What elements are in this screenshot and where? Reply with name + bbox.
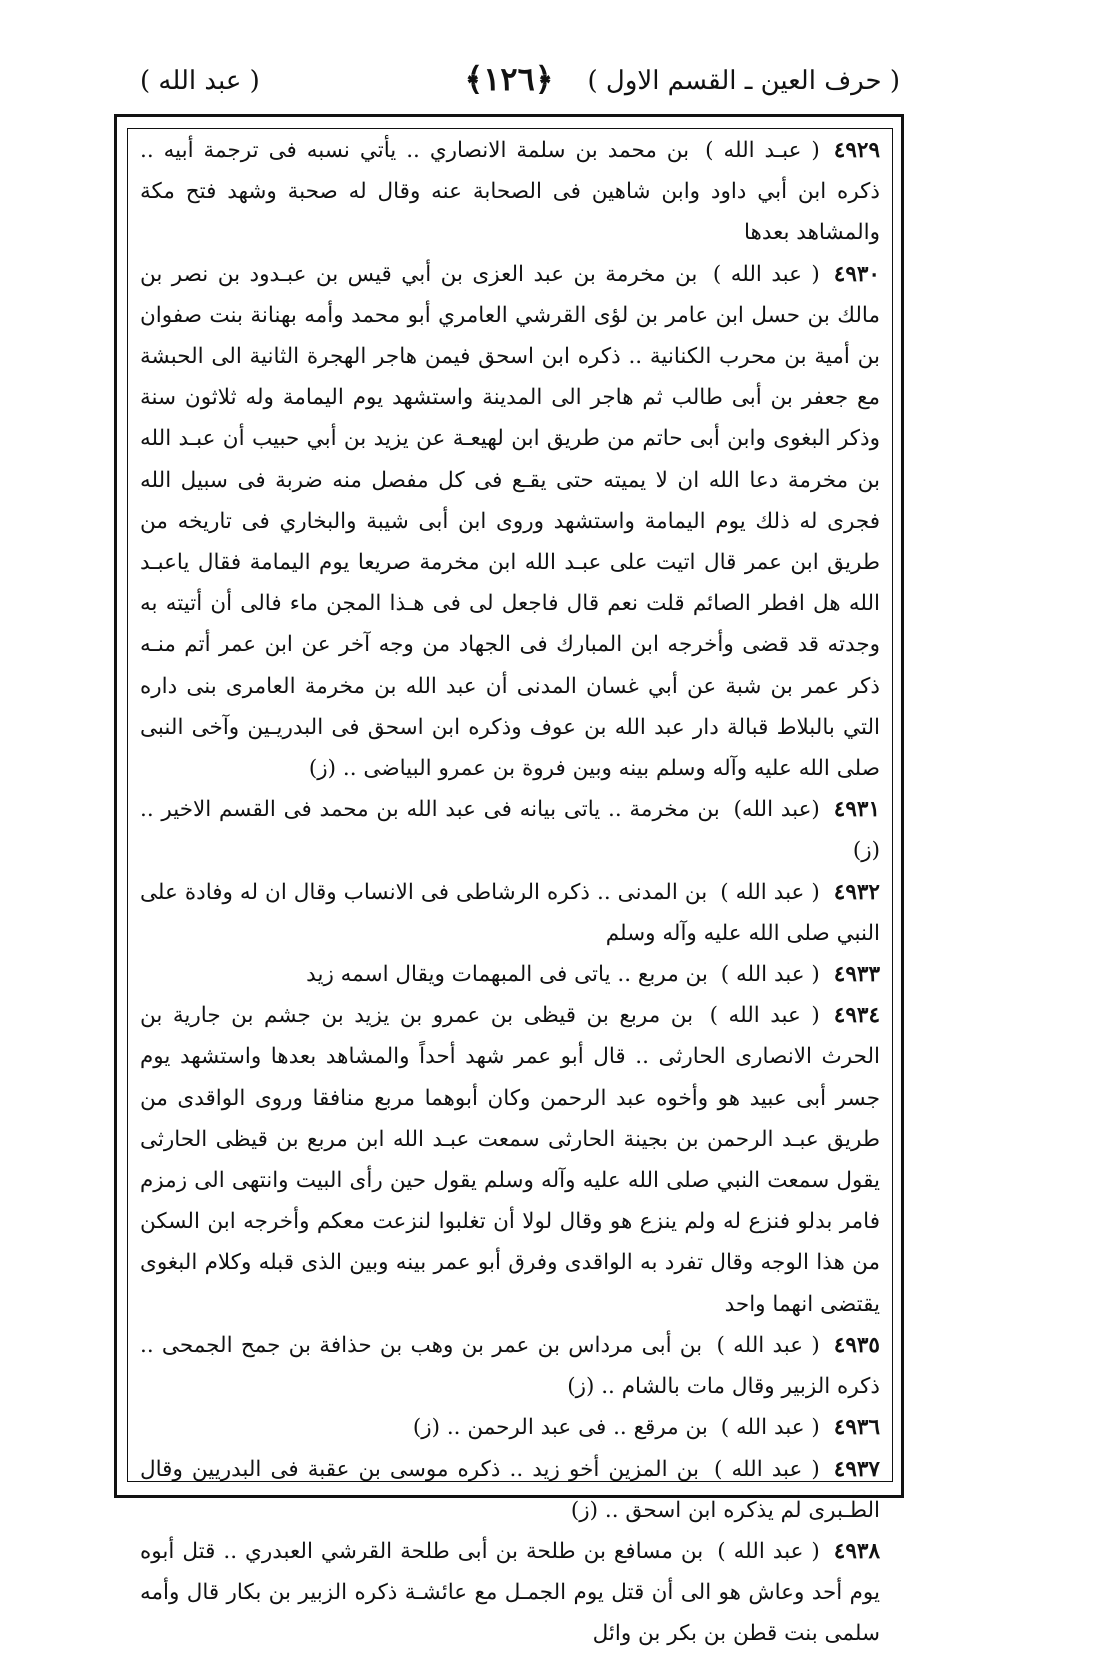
section-heading: ( عبد الله ) <box>140 66 260 96</box>
entry-name: ( عبد الله ) <box>720 879 820 905</box>
entry-text: بن مخرمة .. ياتى بيانه فى عبد الله بن محمد فى القسم الاخير .. (ز) <box>140 797 880 864</box>
entry-number: ٤٩٣٣ <box>833 962 880 988</box>
entry-number: ٤٩٣٤ <box>833 1003 880 1029</box>
entry-name: (عبد الله) <box>733 797 820 823</box>
entry-number: ٤٩٣٢ <box>833 879 880 905</box>
entry-name: ( عبد الله ) <box>709 1003 820 1029</box>
entry-text: بن المدنى .. ذكره الرشاطى فى الانساب وقال ان له وفادة على النبي صلى الله عليه وآله وسلم <box>140 879 880 946</box>
page-number: ﴿١٢٦﴾ <box>464 60 554 98</box>
entry-name: ( عبـد الله ) <box>705 138 820 163</box>
entry-4932 <box>140 872 880 954</box>
entry-text: بن مرقع .. فى عبد الرحمن .. (ز) <box>412 1415 708 1441</box>
entry-4936 <box>140 1407 880 1448</box>
entry-4933 <box>140 954 880 995</box>
entry-name: ( عبد الله ) <box>716 1332 820 1358</box>
entry-4938 <box>140 1531 880 1655</box>
entry-4931 <box>140 789 880 871</box>
entry-4930 <box>140 254 880 790</box>
entry-number: ٤٩٣٦ <box>833 1415 880 1441</box>
entry-number: ٤٩٢٩ <box>833 138 880 163</box>
entry-number: ٤٩٣٧ <box>833 1456 880 1482</box>
entry-4934 <box>140 995 880 1325</box>
entry-name: ( عبد الله ) <box>712 261 820 287</box>
entry-4929 <box>140 130 880 254</box>
entry-text: بن محمد بن سلمة الانصاري .. يأتي نسبه فى ترجمة أبيه .. ذكره ابن أبي داود وابن شاهين فى الصحابة عنه وقال له صحبة وشهد فتح مكة والمشاهد بعدها <box>140 138 880 246</box>
entry-number: ٤٩٣١ <box>833 797 880 823</box>
entry-name: ( عبد الله ) <box>720 1415 820 1441</box>
entry-number: ٤٩٣٥ <box>833 1332 880 1358</box>
entry-4935 <box>140 1325 880 1407</box>
entries-body <box>140 130 880 1647</box>
running-header <box>118 58 900 108</box>
entry-text: بن مربع .. ياتى فى المبهمات ويقال اسمه زيد <box>306 962 708 988</box>
entry-name: ( عبد الله ) <box>720 962 820 988</box>
entry-name: ( عبد الله ) <box>717 1538 820 1564</box>
entry-number: ٤٩٣٠ <box>833 261 880 287</box>
entry-number: ٤٩٣٨ <box>833 1538 880 1564</box>
entry-text: بن أبى مرداس بن عمر بن وهب بن حذافة بن جمح الجمحى .. ذكره الزبير وقال مات بالشام .. (ز) <box>140 1332 880 1400</box>
entry-text: بن مسافع بن طلحة بن أبى طلحة القرشي العبدري .. قتل أبوه يوم أحد وعاش هو الى أن قتل يوم الجمـل مع عائشـة ذكره الزبير بن بكار قال وأمه سلمى بنت قطن بن بكر بن وائل <box>140 1538 880 1647</box>
entry-text: بن مخرمة بن عبد العزى بن أبي قيس بن عبـدود بن نصر بن مالك بن حسل ابن عامر بن لؤى القرشي العامري أبو محمد وأمه بهنانة بنت صفوان بن أمية بن محرب الكنانية .. ذكره ابن اسحق فيمن هاجر الهجرة الثانية الى الحبشة مع جعفر بن أبى طالب ثم هاجر الى المدينة واستشهد يوم اليمامة وله ثلاثون سنة وذكر البغوى وابن أبى حاتم من طريق ابن لهيعـة عن يزيد بن أبي حبيب أن عبـد الله بن مخرمة دعا الله ان لا يميته حتى يقـع فى كل مفصل منه ضربة فى سبيل الله فجرى له ذلك يوم اليمامة واستشهد وروى ابن أبى شيبة والبخاري فى تاريخه من طريق ابن عمر قال اتيت على عبـد الله ابن مخرمة صريعا يوم اليمامة فقال ياعبـد الله هل افطر الصائم قلت نعم قال فاجعل لى فى هـذا المجن ماء فالى أن أتيته به وجدته قد قضى وأخرجه ابن المبارك فى الجهاد من وجه آخر عن ابن عمر أتم منـه ذكر عمر بن شبة عن أبي غسان المدنى أن عبد الله بن مخرمة العامرى بنى داره التي بالبلاط قبالة دار عبد الله بن عوف وذكره ابن اسحق فى البدريـين وآخى النبى صلى الله عليه وآله وسلم بينه وبين فروة بن عمرو البياضى .. (ز) <box>140 261 880 782</box>
chapter-heading: ( حرف العين ـ القسم الاول ) <box>587 66 900 96</box>
entry-4937 <box>140 1449 880 1531</box>
entry-name: ( عبد الله ) <box>714 1456 820 1482</box>
entry-text: بن المزين أخو زيد .. ذكره موسى بن عقبة فى البدريين وقال الطـبرى لم يذكره ابن اسحق .. (ز) <box>140 1456 880 1523</box>
entry-text: بن مربع بن قيظى بن عمرو بن يزيد بن جشم بن جارية بن الحرث الانصارى الحارثى .. قال أبو عمر شهد أحداً والمشاهد بعدها واستشهد يوم جسر أبى عبيد هو وأخوه عبد الرحمن وكان أبوهما مربع منافقا وروى الواقدى من طريق عبـد الرحمن بن بجينة الحارثى سمعت عبـد الله ابن مربع بن قيظى الحارثى يقول سمعت النبي صلى الله عليه وآله وسلم يقول حين رأى البيت وانتهى الى زمزم فامر بدلو فنزع له ولم ينزع هو وقال لولا أن تغلبوا لنزعت معكم وأخرجه ابن السكن من هذا الوجه وقال تفرد به الواقدى وفرق أبو عمر بينه وبين الذى قبله وكلام البغوى يقتضى انهما واحد <box>140 1003 880 1317</box>
